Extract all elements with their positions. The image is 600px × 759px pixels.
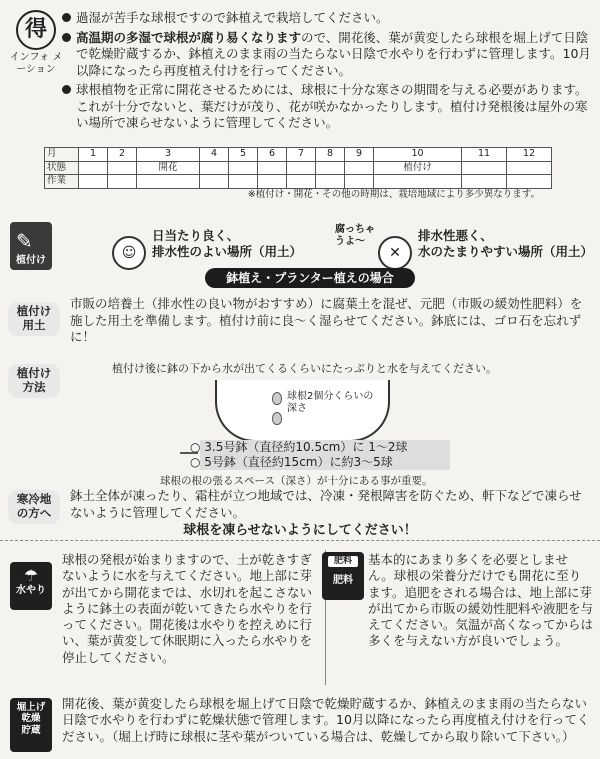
watering-label-box xyxy=(10,562,52,610)
good-condition: 日当たり良く、 排水性のよい場所（用土） xyxy=(152,228,303,260)
bulb-icon xyxy=(272,392,282,405)
info-item-text: 過湿が苦手な球根ですので鉢植えで栽培してください。 xyxy=(76,10,389,25)
fertilizer-bag-icon: 肥料 xyxy=(328,556,358,567)
bullet-icon xyxy=(62,85,71,94)
freeze-warning: 球根を凍らせないようにしてください！ xyxy=(183,523,417,538)
soil-text: 市販の培養土（排水性の良い物がおすすめ）に腐葉土を混ぜ、元肥（市販の緩効性肥料）を施した用土を準備します。植付け前に良～く湿らせてください。鉢底には、ゴロ石を忘れずに！ xyxy=(70,296,583,344)
info-item xyxy=(62,30,594,80)
calendar-work-row xyxy=(45,175,552,189)
method-text: 植付け後に鉢の下から水が出てくるくらいにたっぷりと水を与えてください。 xyxy=(112,362,497,375)
month-cell: 9 xyxy=(345,148,374,162)
info-item-text: 球根植物を正常に開花させるためには、球根に十分な寒さの期間を与える必要があります。これが十分でないと、葉だけが茂り、花が咲かなかったりします。植付け発根後は屋外の寒い場所で凍らせないように管理してください。 xyxy=(76,82,588,130)
work-header: 作業 xyxy=(45,175,79,189)
cold-text: 鉢土全体が凍ったり、霜柱が立つ地域では、冷凍・発根障害を防ぐため、軒下などで凍らせないように管理してください。 xyxy=(70,488,582,520)
watering-label: 水やり xyxy=(16,585,46,597)
bad-condition: 排水性悪く、 水のたまりやすい場所（用土） xyxy=(418,228,594,260)
month-cell: 10 xyxy=(374,148,462,162)
storage-label: 堀上げ 乾燥 貯蔵 xyxy=(10,698,52,752)
fertilizer-text: 基本的にあまり多くを必要としません。球根の栄養分だけでも開花に至ります。追肥をされる場合は、地上部に芽が出てから市販の緩効性肥料や液肥を与えてください。気温が高くなってからは多くを与えない方が良いでしょう。 xyxy=(368,552,594,649)
month-cell: 11 xyxy=(462,148,507,162)
month-cell: 6 xyxy=(258,148,287,162)
calendar-table xyxy=(44,147,552,189)
calendar-status-row xyxy=(45,161,552,175)
planting-label: 植付け xyxy=(16,254,46,266)
bullet-icon xyxy=(62,13,71,22)
status-header: 状態 xyxy=(45,161,79,175)
toku-icon: 得 xyxy=(16,10,56,50)
month-cell: 3 xyxy=(137,148,200,162)
bullet-icon xyxy=(62,33,71,42)
storage-text: 開花後、葉が黄変したら球根を堀上げて日陰で乾燥貯蔵するか、鉢植えのまま雨の当たらない日陰で水やりを行わずに乾燥状態で管理します。10月以降になったら再度植え付けを行ってください。（堀上げ時に球根に茎や葉がついている場合は、乾燥してから取り除いて下さい。） xyxy=(62,696,590,744)
trowel-icon: ✎ xyxy=(16,229,33,253)
fertilizer-label-box xyxy=(322,552,364,600)
month-cell: 8 xyxy=(316,148,345,162)
soil-label: 植付け 用土 xyxy=(8,302,60,336)
month-cell: 4 xyxy=(200,148,229,162)
sad-bulb-icon: ✕ xyxy=(378,236,412,270)
happy-bulb-icon: ☺ xyxy=(112,236,146,270)
bloom-cell: 開花 xyxy=(137,161,200,175)
info-item xyxy=(62,10,594,27)
section-divider xyxy=(0,540,600,541)
pot-size-2: ○ 5号鉢（直径約15cm）に約3～5球 xyxy=(190,455,393,469)
planting-cell: 植付け xyxy=(374,161,462,175)
info-item xyxy=(62,82,594,132)
calendar-footnote: ※植付け・開花・その他の時期は、栽培地域により多少異なります。 xyxy=(247,189,540,200)
month-header: 月 xyxy=(45,148,79,162)
info-item-bold: 高温期の多湿で球根が腐り易くなります xyxy=(76,29,302,45)
pot-banner: 鉢植え・プランター植えの場合 xyxy=(205,268,415,288)
depth-note: 球根の根の張るスペース（深さ）が十分にある事が重要。 xyxy=(160,475,433,487)
pot-size-1: ○ 3.5号鉢（直径約10.5cm）に 1～2球 xyxy=(190,440,408,454)
watering-can-icon: ☂ xyxy=(23,566,39,585)
month-cell: 12 xyxy=(506,148,551,162)
bad-speech: 腐っちゃうよ～ xyxy=(335,224,375,247)
info-list xyxy=(62,10,594,135)
info-item-text: ので、開花後、葉が黄変したら球根を堀上げて日陰で乾燥貯蔵するか、鉢植えのまま雨の当たらない日陰で水やりを行わずに管理します。10月以降になったら再度植え付けを行ってください。 xyxy=(76,29,591,78)
month-cell: 1 xyxy=(79,148,108,162)
depth-label: 球根2個分くらいの深さ xyxy=(287,391,374,414)
method-label: 植付け 方法 xyxy=(8,364,60,398)
month-cell: 2 xyxy=(108,148,137,162)
bulb-icon xyxy=(272,412,282,425)
calendar-month-row xyxy=(45,148,552,162)
month-cell: 5 xyxy=(229,148,258,162)
fertilizer-label: 肥料 xyxy=(333,574,353,586)
info-badge xyxy=(8,10,64,75)
info-badge-label: インフォ メーション xyxy=(9,52,63,75)
cold-label: 寒冷地 の方へ xyxy=(8,490,60,524)
watering-text: 球根の発根が始まりますので、土が乾きすぎないように水を与えてください。地上部に芽が出てから開花までは、水切れを起こさないように鉢土の表面が乾いてきたら水やりを行ってください。開花後は水やりを控えめに行い、葉が黄変して休眠期に入ったら水やりを停止してください。 xyxy=(62,552,313,665)
month-cell: 7 xyxy=(287,148,316,162)
